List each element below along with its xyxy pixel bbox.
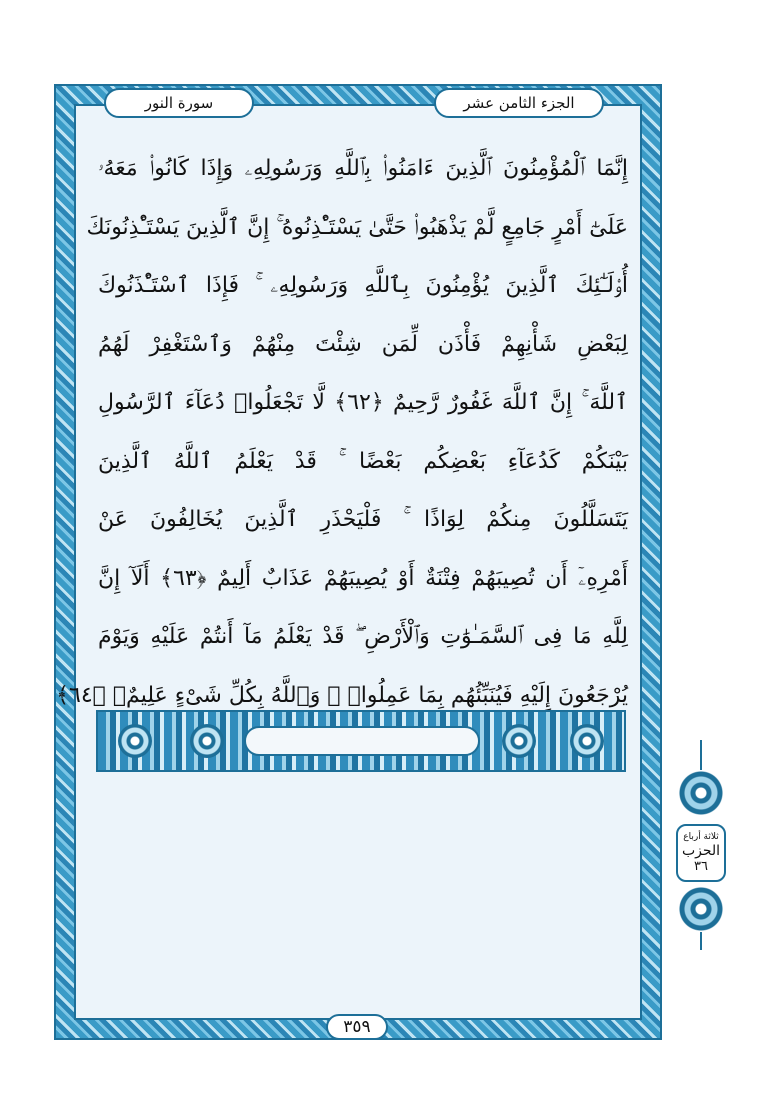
marker-line (700, 932, 702, 950)
juz-title: الجزء الثامن عشر (463, 94, 575, 112)
flower-ornament-icon (118, 724, 152, 758)
verse-line: عَلَىٰٓ أَمْرٍ جَامِعٍ لَّمْ يَذْهَبُوا۟ حَتَّىٰ يَسْتَـْٔذِنُوهُ ۚ إِنَّ ٱلَّذِينَ يَسْتَـْٔذِنُونَكَ (86, 214, 628, 240)
hizb-marker (672, 740, 730, 950)
surah-title-plaque (104, 88, 254, 118)
medallion-icon (678, 886, 724, 932)
marker-line (700, 740, 702, 770)
verse-text (56, 140, 628, 708)
verse-line: لِبَعْضِ شَأْنِهِمْ فَأْذَن لِّمَن شِئْتَ مِنْهُمْ وَٱسْتَغْفِرْ لَهُمُ (98, 331, 628, 357)
hizb-quarter-label: ثلاثة أرباع (683, 832, 719, 842)
verse-line: بَيْنَكُمْ كَدُعَآءِ بَعْضِكُم بَعْضًا ۚ قَدْ يَعْلَمُ ٱللَّهُ ٱلَّذِينَ (98, 448, 628, 474)
verse-line: أُو۟لَـٰٓئِكَ ٱلَّذِينَ يُؤْمِنُونَ بِٱللَّهِ وَرَسُولِهِۦ ۚ فَإِذَا ٱسْتَـْٔذَنُوكَ (98, 273, 628, 298)
hizb-number: ٣٦ (694, 859, 708, 874)
medallion-icon (678, 770, 724, 816)
flower-ornament-icon (570, 724, 604, 758)
page-number (326, 1014, 388, 1040)
verse-line: إِنَّمَا ٱلْمُؤْمِنُونَ ٱلَّذِينَ ءَامَنُوا۟ بِٱللَّهِ وَرَسُولِهِۦ وَإِذَا كَانُوا۟ مَعَهُۥ (98, 156, 628, 181)
hizb-plaque (676, 824, 726, 882)
verse-line: لِلَّهِ مَا فِى ٱلسَّمَـٰوَٰتِ وَٱلْأَرْضِ ۖ قَدْ يَعْلَمُ مَآ أَنتُمْ عَلَيْهِ وَيَوْمَ (98, 624, 628, 649)
surah-end-ornament (96, 710, 626, 772)
hizb-label: الحزب (681, 843, 721, 859)
juz-title-plaque (434, 88, 604, 118)
surah-header-cartouche (244, 726, 480, 756)
page-number-text: ٣٥٩ (343, 1017, 371, 1037)
verse-line: يُرْجَعُونَ إِلَيْهِ فَيُنَبِّئُهُم بِمَا عَمِلُوا۟ ۗ وَٱللَّهُ بِكُلِّ شَىْءٍ عَلِيمٌۢ ﴿٦٤﴾ (56, 682, 628, 708)
flower-ornament-icon (190, 724, 224, 758)
verse-line: ٱللَّهَ ۚ إِنَّ ٱللَّهَ غَفُورٌ رَّحِيمٌ ﴿٦٢﴾ لَّا تَجْعَلُوا۟ دُعَآءَ ٱلرَّسُولِ (98, 390, 628, 415)
verse-line: يَتَسَلَّلُونَ مِنكُمْ لِوَاذًا ۚ فَلْيَحْذَرِ ٱلَّذِينَ يُخَالِفُونَ عَنْ (98, 507, 628, 532)
surah-title: سورة النور (144, 94, 214, 112)
flower-ornament-icon (502, 724, 536, 758)
verse-line: أَمْرِهِۦٓ أَن تُصِيبَهُمْ فِتْنَةٌ أَوْ يُصِيبَهُمْ عَذَابٌ أَلِيمٌ ﴿٦٣﴾ أَلَآ إِنَّ (98, 565, 628, 591)
